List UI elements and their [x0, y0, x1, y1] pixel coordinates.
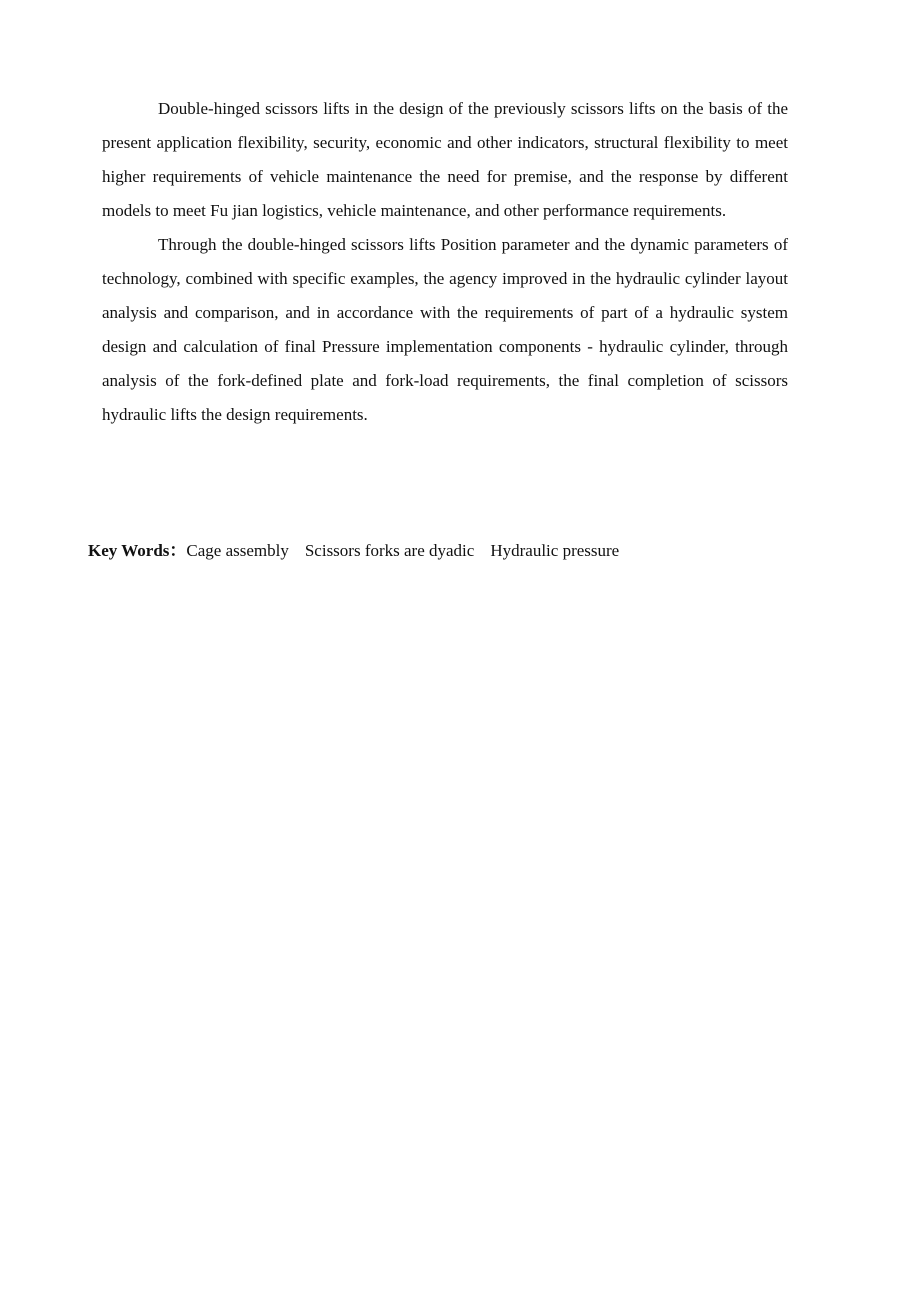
keyword-item: Hydraulic pressure: [490, 541, 620, 560]
abstract-paragraph-1: Double-hinged scissors lifts in the design of the previously scissors lifts on the basis of the present application flexibility, security, economic and other indicators, structural flexibility to meet higher requirements of vehicle maintenance the need for premise, and the response by different models to meet Fu jian logistics, vehicle maintenance, and other performance requirements.: [102, 99, 788, 220]
keywords-label: Key Words：: [88, 541, 187, 560]
keyword-item: Cage assembly: [186, 541, 289, 560]
keyword-item: Scissors forks are dyadic: [304, 541, 475, 560]
abstract-paragraph-2: Through the double-hinged scissors lifts Position parameter and the dynamic parameters of technology, combined with specific examples, the agency improved in the hydraulic cylinder layout analysis and comparison, and in accordance with the requirements of part of a hydraulic system design and calculation of final Pressure implementation components - hydraulic cylinder, through analysis of the fork-defined plate and fork-load requirements, the final completion of scissors hydraulic lifts the design requirements.: [102, 235, 788, 424]
abstract-body: [102, 92, 788, 432]
keywords-line: [88, 534, 635, 568]
